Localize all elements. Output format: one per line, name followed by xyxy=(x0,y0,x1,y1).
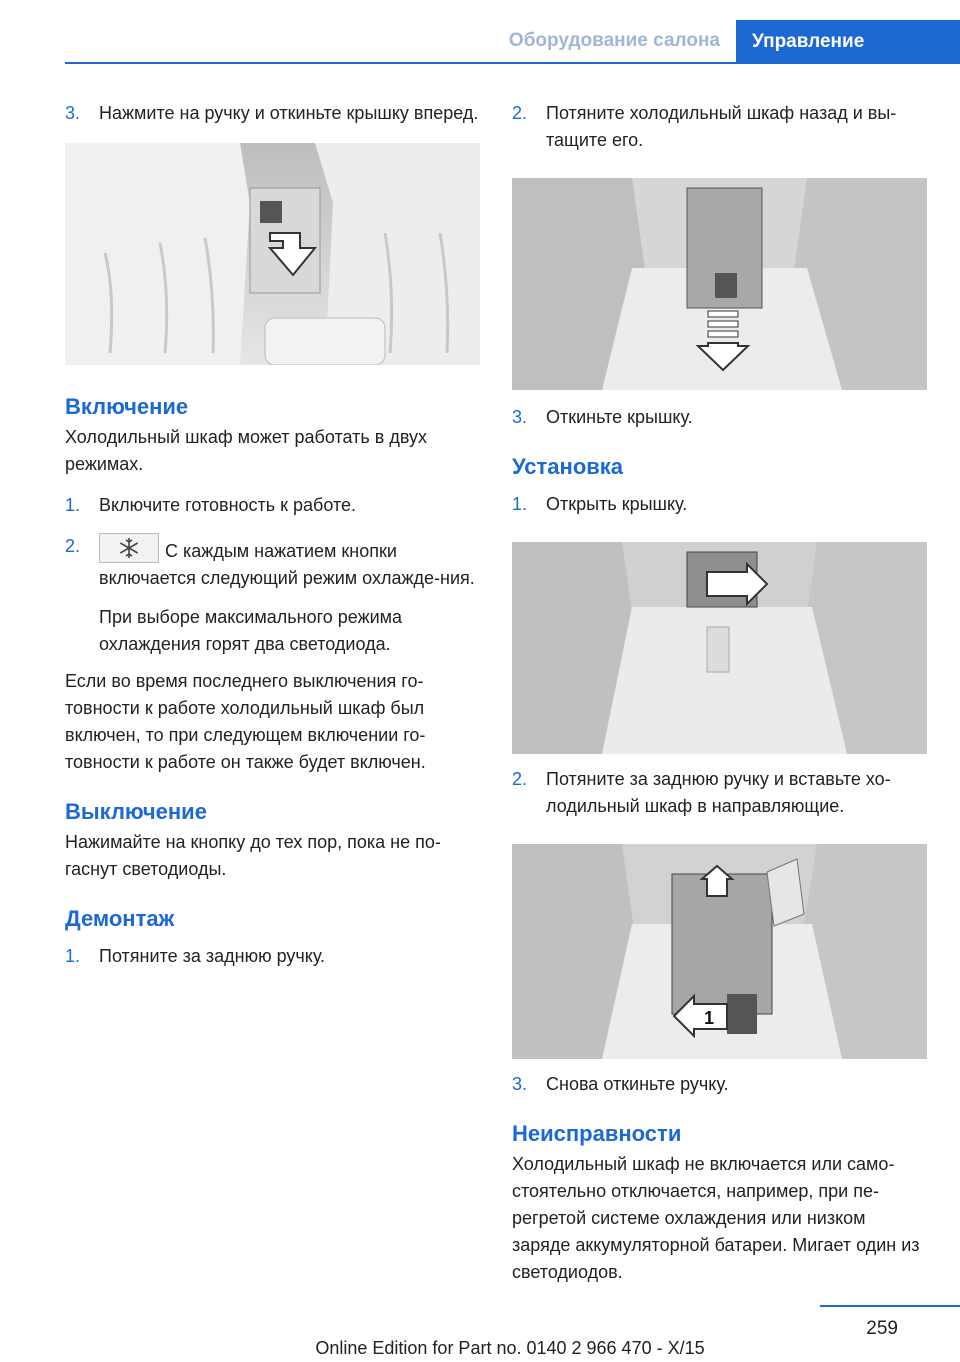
trunk-lid-photo xyxy=(512,542,927,754)
heading-installation: Установка xyxy=(512,454,624,479)
step-cooling-mode xyxy=(65,533,480,658)
step-fold-handle xyxy=(512,1071,927,1098)
para-switch-off: Нажимайте на кнопку до тех пор, пока не по-гаснут светодиоды. xyxy=(65,832,441,879)
step-text: Снова откиньте ручку. xyxy=(546,1074,729,1094)
step-fold-lid xyxy=(512,404,927,431)
right-column xyxy=(512,100,927,1286)
step-subtext: При выборе максимального режима охлаждения горят два светодиода. xyxy=(99,607,403,654)
trunk-insert-photo xyxy=(512,844,927,1059)
header-tab-active[interactable]: Управление xyxy=(736,20,960,62)
step-number: 1. xyxy=(65,495,81,515)
step-text: Открыть крышку. xyxy=(546,494,688,514)
snowflake-icon xyxy=(118,537,140,559)
snowflake-button[interactable] xyxy=(99,533,159,563)
step-ready xyxy=(65,492,480,519)
para-modes: Холодильный шкаф может работать в двух режимах. xyxy=(65,427,427,474)
trunk-removal-photo xyxy=(512,178,927,390)
step-text: Потяните за заднюю ручку и вставьте хо-лодильный шкаф в направляющие. xyxy=(546,769,891,816)
step-pull-out xyxy=(512,100,927,154)
page-number: 259 xyxy=(866,1318,898,1339)
step-text: Включите готовность к работе. xyxy=(99,495,357,515)
heading-switch-off: Выключение xyxy=(65,799,207,824)
step-text: С каждым нажатием кнопки включается следующий режим охлажде-ния. xyxy=(99,541,475,588)
footer-rule xyxy=(820,1305,960,1307)
para-malfunctions: Холодильный шкаф не включается или само-стоятельно отключается, например, при пе-регретой системе охлаждения или низком заряде аккумуляторной батареи. Мигает один из светодиодов. xyxy=(512,1154,920,1282)
step-number: 1. xyxy=(512,494,528,514)
step-text: Потяните холодильный шкаф назад и вы-тащите его. xyxy=(546,103,897,150)
step-open-lid-install xyxy=(512,491,927,518)
step-text: Откиньте крышку. xyxy=(546,407,693,427)
header-section-title: Оборудование салона xyxy=(508,30,720,51)
step-number: 3. xyxy=(65,103,81,123)
callout-number: 1 xyxy=(704,1008,715,1028)
edition-note: Online Edition for Part no. 0140 2 966 470 - X/15 xyxy=(315,1338,705,1358)
step-open-lid xyxy=(65,100,480,127)
step-number: 3. xyxy=(512,1074,528,1094)
step-number: 2. xyxy=(65,536,81,556)
armrest-photo xyxy=(65,143,480,365)
step-pull-handle xyxy=(65,943,480,970)
header-rule xyxy=(65,62,960,64)
para-auto-on: Если во время последнего выключения го-товности к работе холодильный шкаф был включен, то при следующем включении го-товности к работе он также будет включен. xyxy=(65,671,426,772)
heading-removal: Демонтаж xyxy=(65,906,175,931)
step-number: 2. xyxy=(512,103,528,123)
step-insert-rails xyxy=(512,766,927,820)
heading-switch-on: Включение xyxy=(65,394,189,419)
step-text: Нажмите на ручку и откиньте крышку вперед. xyxy=(99,103,479,123)
step-number: 3. xyxy=(512,407,528,427)
left-column xyxy=(65,100,480,970)
step-number: 2. xyxy=(512,769,528,789)
step-number: 1. xyxy=(65,946,81,966)
step-text: Потяните за заднюю ручку. xyxy=(99,946,326,966)
heading-malfunctions: Неисправности xyxy=(512,1121,682,1146)
